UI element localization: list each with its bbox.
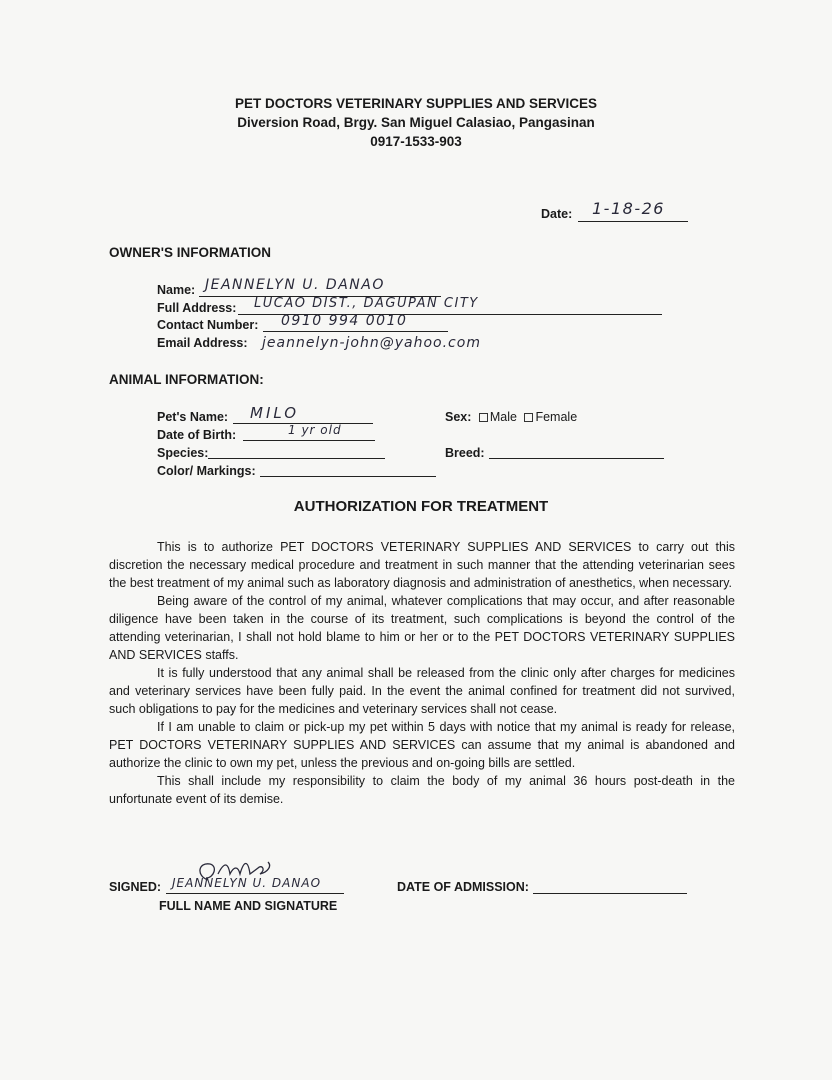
owner-contact-value: 0910 994 0010 — [281, 313, 408, 329]
authorization-paragraph: This shall include my responsibility to claim the body of my animal 36 hours post-death in the unfortunate event of its demise. — [109, 774, 735, 806]
document-header — [0, 94, 832, 151]
sex-male-label: Male — [489, 410, 517, 424]
owner-address-value: LUCAO DIST., DAGUPAN CITY — [254, 296, 479, 311]
sex-label: Sex: — [445, 410, 472, 424]
owner-contact-line — [263, 331, 448, 332]
authorization-paragraph: It is fully understood that any animal shall be released from the clinic only after charges for medicines and veterinary services have been fully paid. In the event the animal confined for treatment did not survived, such obligations to pay for the medicines and veterinary services shall not cease. — [109, 666, 735, 716]
authorization-paragraph: If I am unable to claim or pick-up my pet within 5 days with notice that my animal is ready for release, PET DOCTORS VETERINARY SUPPLIES AND SERVICES can assume that my animal is abandoned and authorize the clinic to own my pet, unless the previous and on-going bills are settled. — [109, 720, 735, 770]
dob-line — [243, 440, 375, 441]
owner-name-label: Name: — [157, 283, 196, 297]
color-markings-line — [260, 476, 436, 477]
authorization-paragraph: This is to authorize PET DOCTORS VETERINARY SUPPLIES AND SERVICES to carry out this discretion the necessary medical procedure and treatment in such manner that the attending veterinarian sees the best treatment of my animal such as laboratory diagnosis and administration of anesthetics, when necessary. — [109, 540, 735, 590]
pet-name-label: Pet's Name: — [157, 410, 229, 424]
date-label: Date: — [541, 207, 573, 221]
date-of-admission-line — [533, 893, 687, 894]
date-of-admission-label: DATE OF ADMISSION: — [397, 880, 529, 894]
species-label: Species: — [157, 446, 209, 460]
company-phone: 0917-1533-903 — [370, 134, 462, 149]
sex-female-checkbox[interactable] — [524, 413, 533, 422]
signed-label: SIGNED: — [109, 880, 162, 894]
owner-name-value: JEANNELYN U. DANAO — [205, 277, 385, 293]
date-value: 1-18-26 — [592, 199, 665, 218]
signature-caption: FULL NAME AND SIGNATURE — [159, 899, 338, 913]
sex-field — [445, 410, 577, 424]
breed-label: Breed: — [445, 446, 485, 460]
date-line — [578, 221, 688, 222]
dob-value: 1 yr old — [288, 423, 342, 437]
owner-address-label: Full Address: — [157, 301, 237, 315]
pet-name-value: MILO — [250, 404, 300, 422]
dob-label: Date of Birth: — [157, 428, 237, 442]
animal-section-title: ANIMAL INFORMATION: — [109, 372, 264, 387]
owner-section-title: OWNER'S INFORMATION — [109, 245, 271, 260]
authorization-body — [109, 538, 735, 808]
signature-line — [166, 893, 344, 894]
owner-email-value: jeannelyn-john@yahoo.com — [262, 335, 481, 351]
owner-email-label: Email Address: — [157, 336, 248, 350]
sex-male-checkbox[interactable] — [479, 413, 488, 422]
company-name: PET DOCTORS VETERINARY SUPPLIES AND SERVICES — [234, 96, 598, 111]
authorization-paragraph: Being aware of the control of my animal, whatever complications that may occur, and after reasonable diligence have been taken in the course of its treatment, such complications is beyond the control of the attending veterinarian, I shall not hold blame to him or her or to the PET DOCTORS VETERINARY SUPPLIES AND SERVICES staffs. — [109, 594, 735, 662]
sex-female-label: Female — [535, 410, 578, 424]
owner-contact-label: Contact Number: — [157, 318, 259, 332]
species-line — [208, 458, 385, 459]
authorization-title: AUTHORIZATION FOR TREATMENT — [293, 498, 549, 515]
company-address: Diversion Road, Brgy. San Miguel Calasiao, Pangasinan — [237, 115, 595, 130]
breed-line — [489, 458, 664, 459]
color-markings-label: Color/ Markings: — [157, 464, 256, 478]
signed-name-value: JEANNELYN U. DANAO — [172, 876, 322, 890]
